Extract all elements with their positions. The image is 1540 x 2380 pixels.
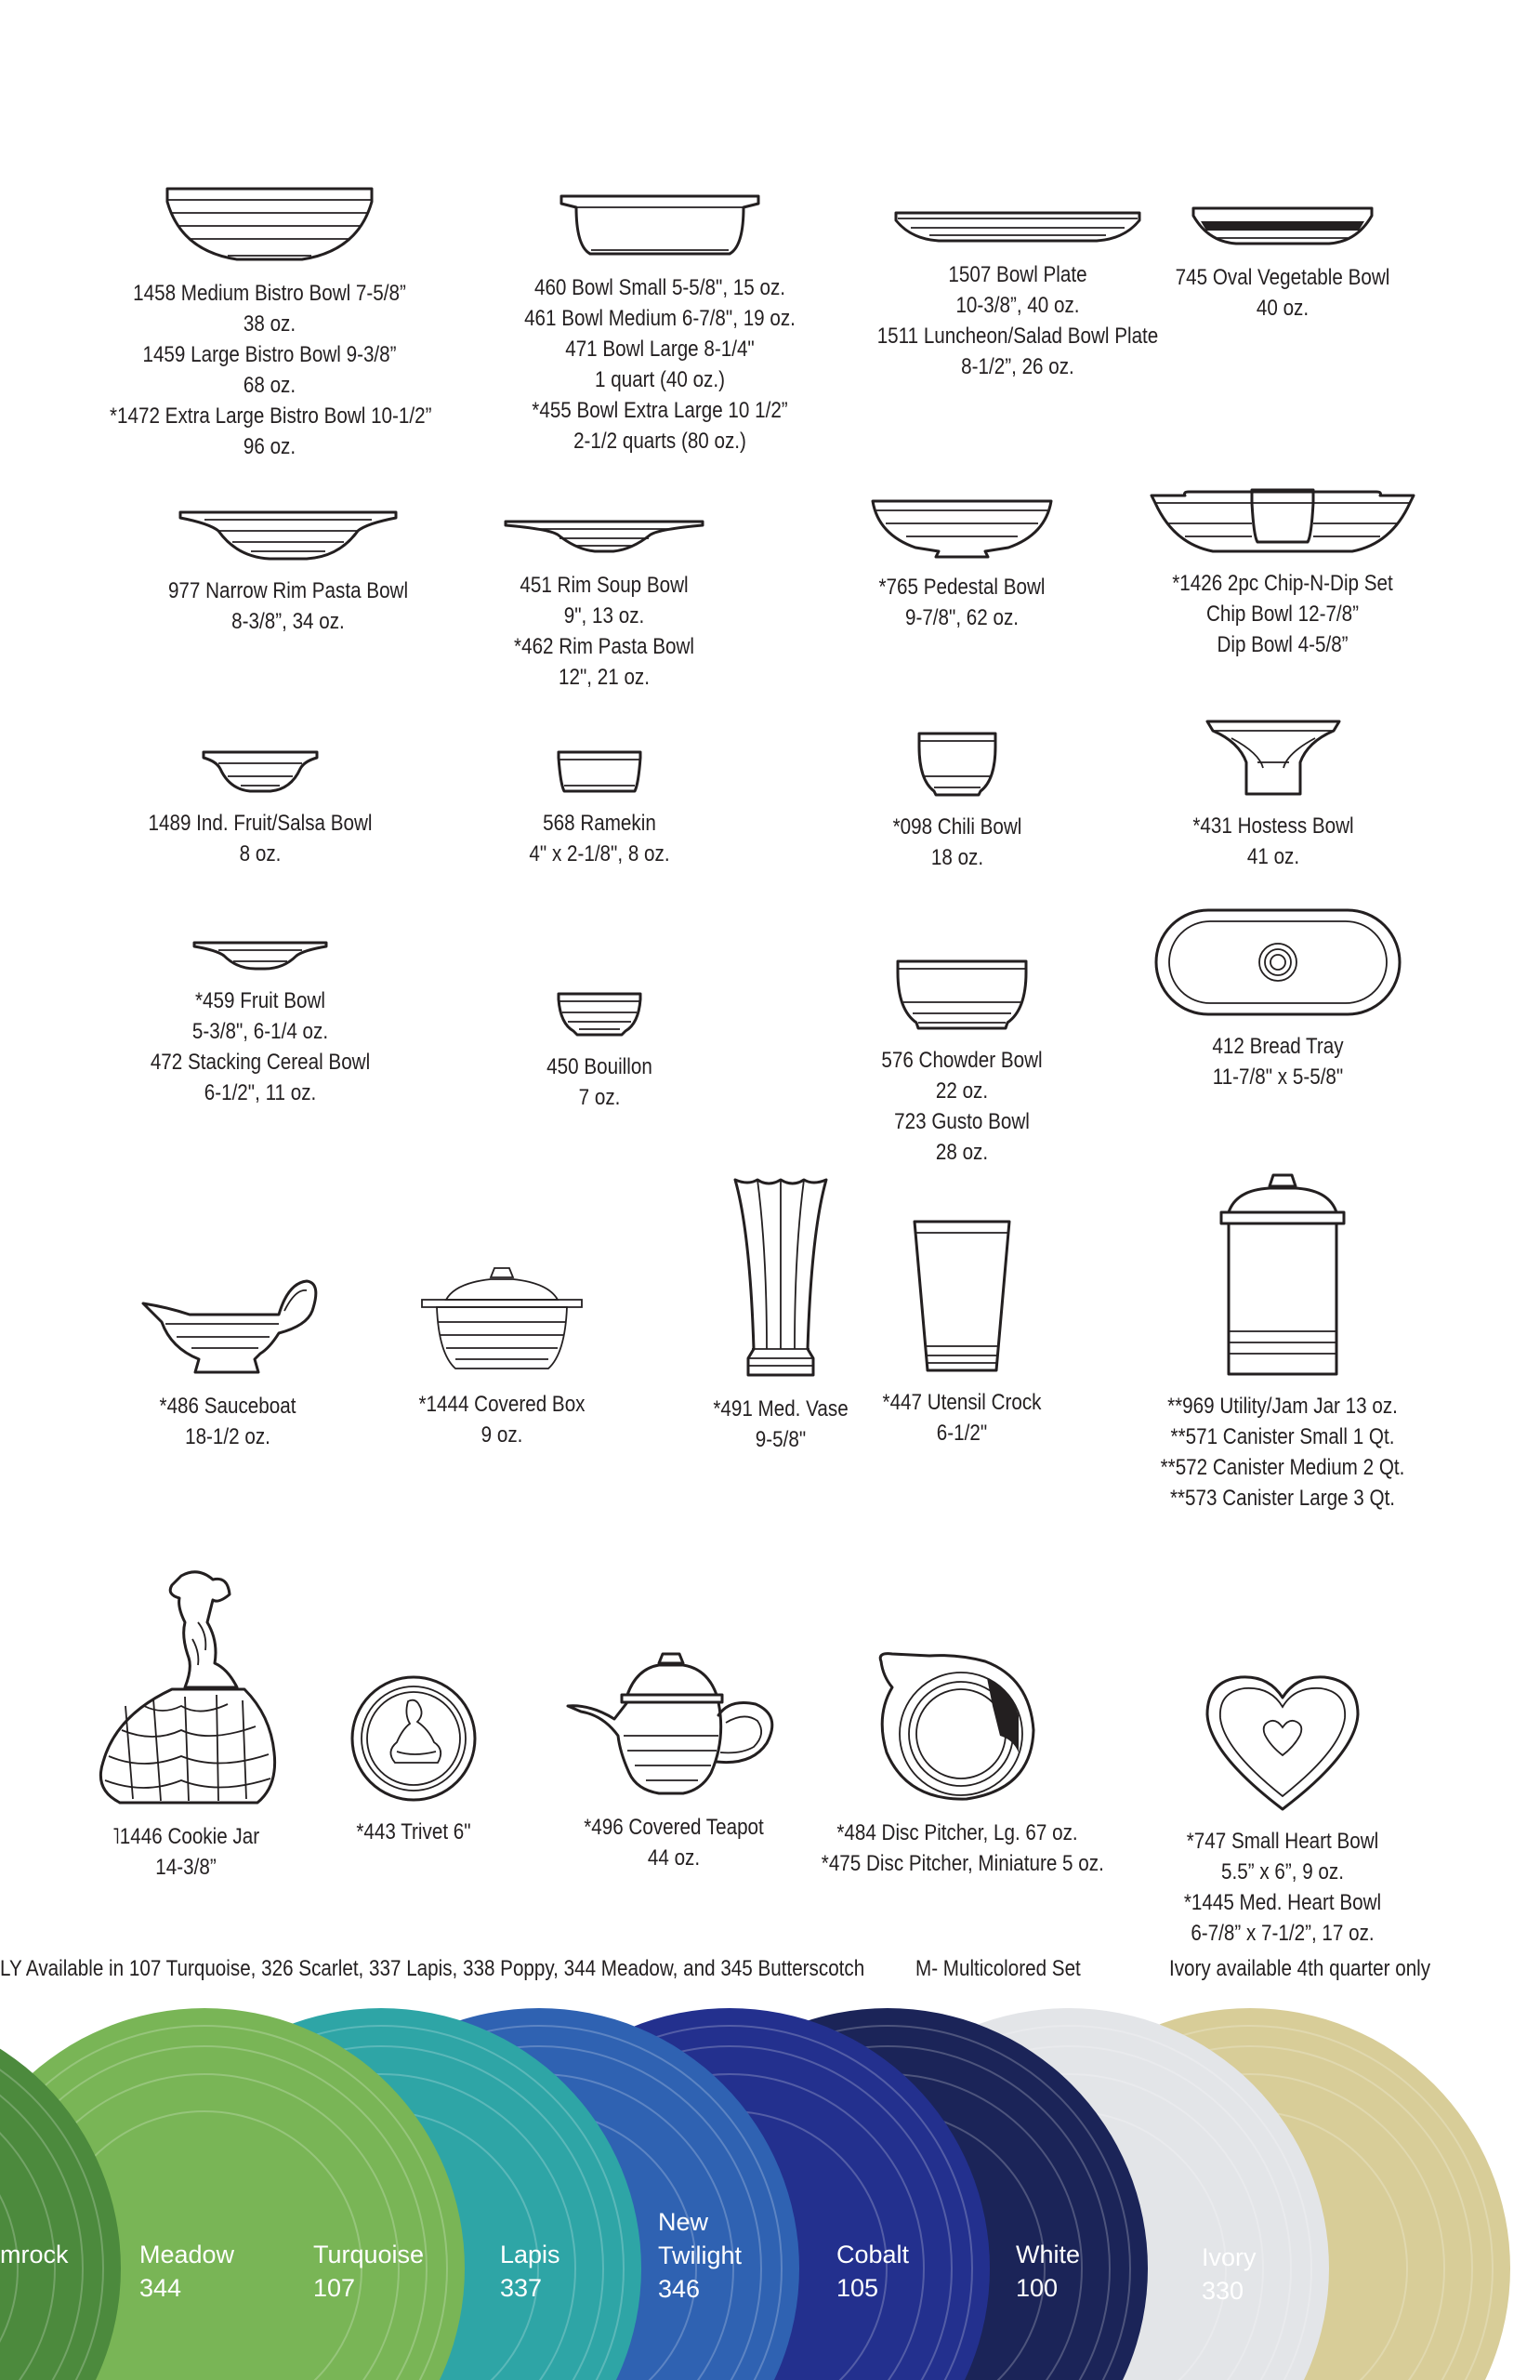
fruit-salsa-bowl-icon xyxy=(200,748,321,795)
product-teapot xyxy=(530,1650,818,1873)
product-ramekin xyxy=(460,748,739,869)
product-caption: 1507 Bowl Plate 10-3/8”, 40 oz. 1511 Luncheon/Salad Bowl Plate 8-1/2”, 26 oz. xyxy=(876,262,1159,379)
product-pasta-bowl xyxy=(102,507,474,637)
bowl-plate-icon xyxy=(892,209,1143,246)
product-caption: *098 Chili Bowl 18 oz. xyxy=(892,814,1022,870)
color-label-cobalt: Cobalt 105 xyxy=(836,2241,910,2302)
color-label-white: White 100 xyxy=(1016,2241,1081,2302)
product-caption: *447 Utensil Crock 6-1/2" xyxy=(882,1390,1042,1446)
product-caption: 1489 Ind. Fruit/Salsa Bowl 8 oz. xyxy=(148,811,373,866)
canister-icon xyxy=(1218,1171,1348,1378)
teapot-icon xyxy=(562,1650,785,1799)
product-caption: 450 Bouillon 7 oz. xyxy=(546,1054,652,1110)
product-caption: *1444 Covered Box 9 oz. xyxy=(418,1392,586,1448)
chip-n-dip-icon xyxy=(1148,488,1417,555)
product-bread-tray xyxy=(1129,906,1427,1092)
pasta-bowl-icon xyxy=(177,507,400,562)
product-rim-soup-bowl xyxy=(465,516,744,693)
product-oval-vegetable-bowl xyxy=(1143,205,1422,324)
product-chowder-bowl xyxy=(823,958,1101,1168)
pedestal-bowl-icon xyxy=(869,497,1055,559)
product-caption: *443 Trivet 6" xyxy=(356,1819,471,1844)
hostess-bowl-icon xyxy=(1204,716,1343,798)
color-label-shamrock: mrock xyxy=(0,2241,69,2268)
utensil-crock-icon xyxy=(911,1218,1013,1374)
multicolored-note: M- Multicolored Set xyxy=(915,1956,1081,1981)
product-caption: 977 Narrow Rim Pasta Bowl 8-3/8”, 34 oz. xyxy=(167,578,409,634)
color-label-meadow: Meadow 344 xyxy=(139,2241,235,2302)
availability-note: LY Available in 107 Turquoise, 326 Scarlet, 337 Lapis, 338 Poppy, 344 Meadow, and 345 Butterscotch xyxy=(0,1956,865,1981)
vase-icon xyxy=(730,1176,832,1381)
color-label-lapis: Lapis 337 xyxy=(500,2241,560,2302)
bouillon-icon xyxy=(555,990,644,1038)
product-caption: 1458 Medium Bistro Bowl 7-5/8” 38 oz. 1459 Large Bistro Bowl 9-3/8” 68 oz. *1472 Extra Large Bistro Bowl 10-1/2” 96 oz. xyxy=(110,281,432,459)
ivory-note: Ivory available 4th quarter only xyxy=(1169,1956,1431,1981)
product-caption: 568 Ramekin 4" x 2-1/8", 8 oz. xyxy=(529,811,670,866)
product-pedestal-bowl xyxy=(823,497,1101,633)
product-caption: 460 Bowl Small 5-5/8", 15 oz. 461 Bowl Medium 6-7/8", 19 oz. 471 Bowl Large 8-1/4" 1 quart (40 oz.) *455 Bowl Extra Large 10 1/2” 2-1/2 quarts (80 oz.) xyxy=(524,275,796,454)
sauceboat-icon xyxy=(139,1274,316,1378)
product-caption: **969 Utility/Jam Jar 13 oz. **571 Canister Small 1 Qt. **572 Canister Medium 2 Qt. **573 Canister Large 3 Qt. xyxy=(1160,1394,1405,1511)
disc-pitcher-icon xyxy=(874,1650,1041,1805)
product-sauceboat xyxy=(102,1274,353,1452)
product-caption: ˥1446 Cookie Jar 14-3/8” xyxy=(112,1824,260,1880)
product-cookie-jar xyxy=(65,1567,307,1883)
product-covered-box xyxy=(381,1264,623,1450)
product-caption: *486 Sauceboat 18-1/2 oz. xyxy=(159,1394,296,1449)
product-bowl-small xyxy=(474,191,846,456)
product-caption: *1426 2pc Chip-N-Dip Set Chip Bowl 12-7/8” Dip Bowl 4-5/8” xyxy=(1172,571,1393,657)
product-fruit-salsa-bowl xyxy=(102,748,418,869)
product-caption: *484 Disc Pitcher, Lg. 67 oz. *475 Disc Pitcher, Miniature 5 oz. xyxy=(821,1820,1104,1876)
product-caption: 745 Oval Vegetable Bowl 40 oz. xyxy=(1175,265,1390,321)
color-plates xyxy=(0,1999,1540,2380)
product-heart-bowl xyxy=(1125,1673,1441,1949)
color-label-new-twilight: New Twilight 346 xyxy=(658,2208,743,2303)
product-canister xyxy=(1125,1171,1441,1514)
product-caption: *765 Pedestal Bowl 9-7/8", 62 oz. xyxy=(878,575,1046,630)
fruit-bowl-icon xyxy=(191,939,330,972)
product-disc-pitcher xyxy=(799,1650,1115,1879)
covered-box-icon xyxy=(418,1264,586,1376)
color-label-turquoise: Turquoise 107 xyxy=(313,2241,425,2302)
product-bistro-bowl xyxy=(84,181,455,462)
chowder-bowl-icon xyxy=(894,958,1030,1032)
product-caption: 576 Chowder Bowl 22 oz. 723 Gusto Bowl 28 oz. xyxy=(881,1048,1043,1165)
product-caption: 451 Rim Soup Bowl 9", 13 oz. *462 Rim Pasta Bowl 12", 21 oz. xyxy=(514,573,694,690)
product-caption: *431 Hostess Bowl 41 oz. xyxy=(1192,813,1354,869)
color-label-ivory: Ivory 330 xyxy=(1202,2243,1257,2305)
bread-tray-icon xyxy=(1152,906,1403,1018)
bistro-bowl-icon xyxy=(163,181,376,265)
product-fruit-bowl xyxy=(84,939,437,1108)
heart-bowl-icon xyxy=(1204,1673,1362,1813)
product-chip-n-dip xyxy=(1125,488,1441,660)
trivet-icon xyxy=(349,1673,479,1804)
product-caption: *491 Med. Vase 9-5/8" xyxy=(713,1396,849,1452)
product-chili-bowl xyxy=(818,730,1097,873)
oval-vegetable-bowl-icon xyxy=(1190,205,1375,249)
cookie-jar-icon xyxy=(88,1567,283,1808)
product-caption: *459 Fruit Bowl 5-3/8", 6-1/4 oz. 472 Stacking Cereal Bowl 6-1/2", 11 oz. xyxy=(150,988,371,1105)
product-bouillon xyxy=(446,990,753,1113)
rim-soup-bowl-icon xyxy=(502,516,706,557)
straight-bowl-icon xyxy=(558,191,762,259)
product-caption: *496 Covered Teapot 44 oz. xyxy=(584,1815,764,1871)
product-caption: 412 Bread Tray 11-7/8" x 5-5/8" xyxy=(1212,1034,1344,1090)
ramekin-icon xyxy=(555,748,644,795)
product-trivet xyxy=(316,1673,511,1847)
product-utensil-crock xyxy=(841,1218,1083,1448)
product-hostess-bowl xyxy=(1134,716,1413,872)
product-caption: *747 Small Heart Bowl 5.5” x 6”, 9 oz. *1445 Med. Heart Bowl 6-7/8” x 7-1/2”, 17 oz. xyxy=(1183,1829,1382,1946)
chili-bowl-icon xyxy=(915,730,999,799)
